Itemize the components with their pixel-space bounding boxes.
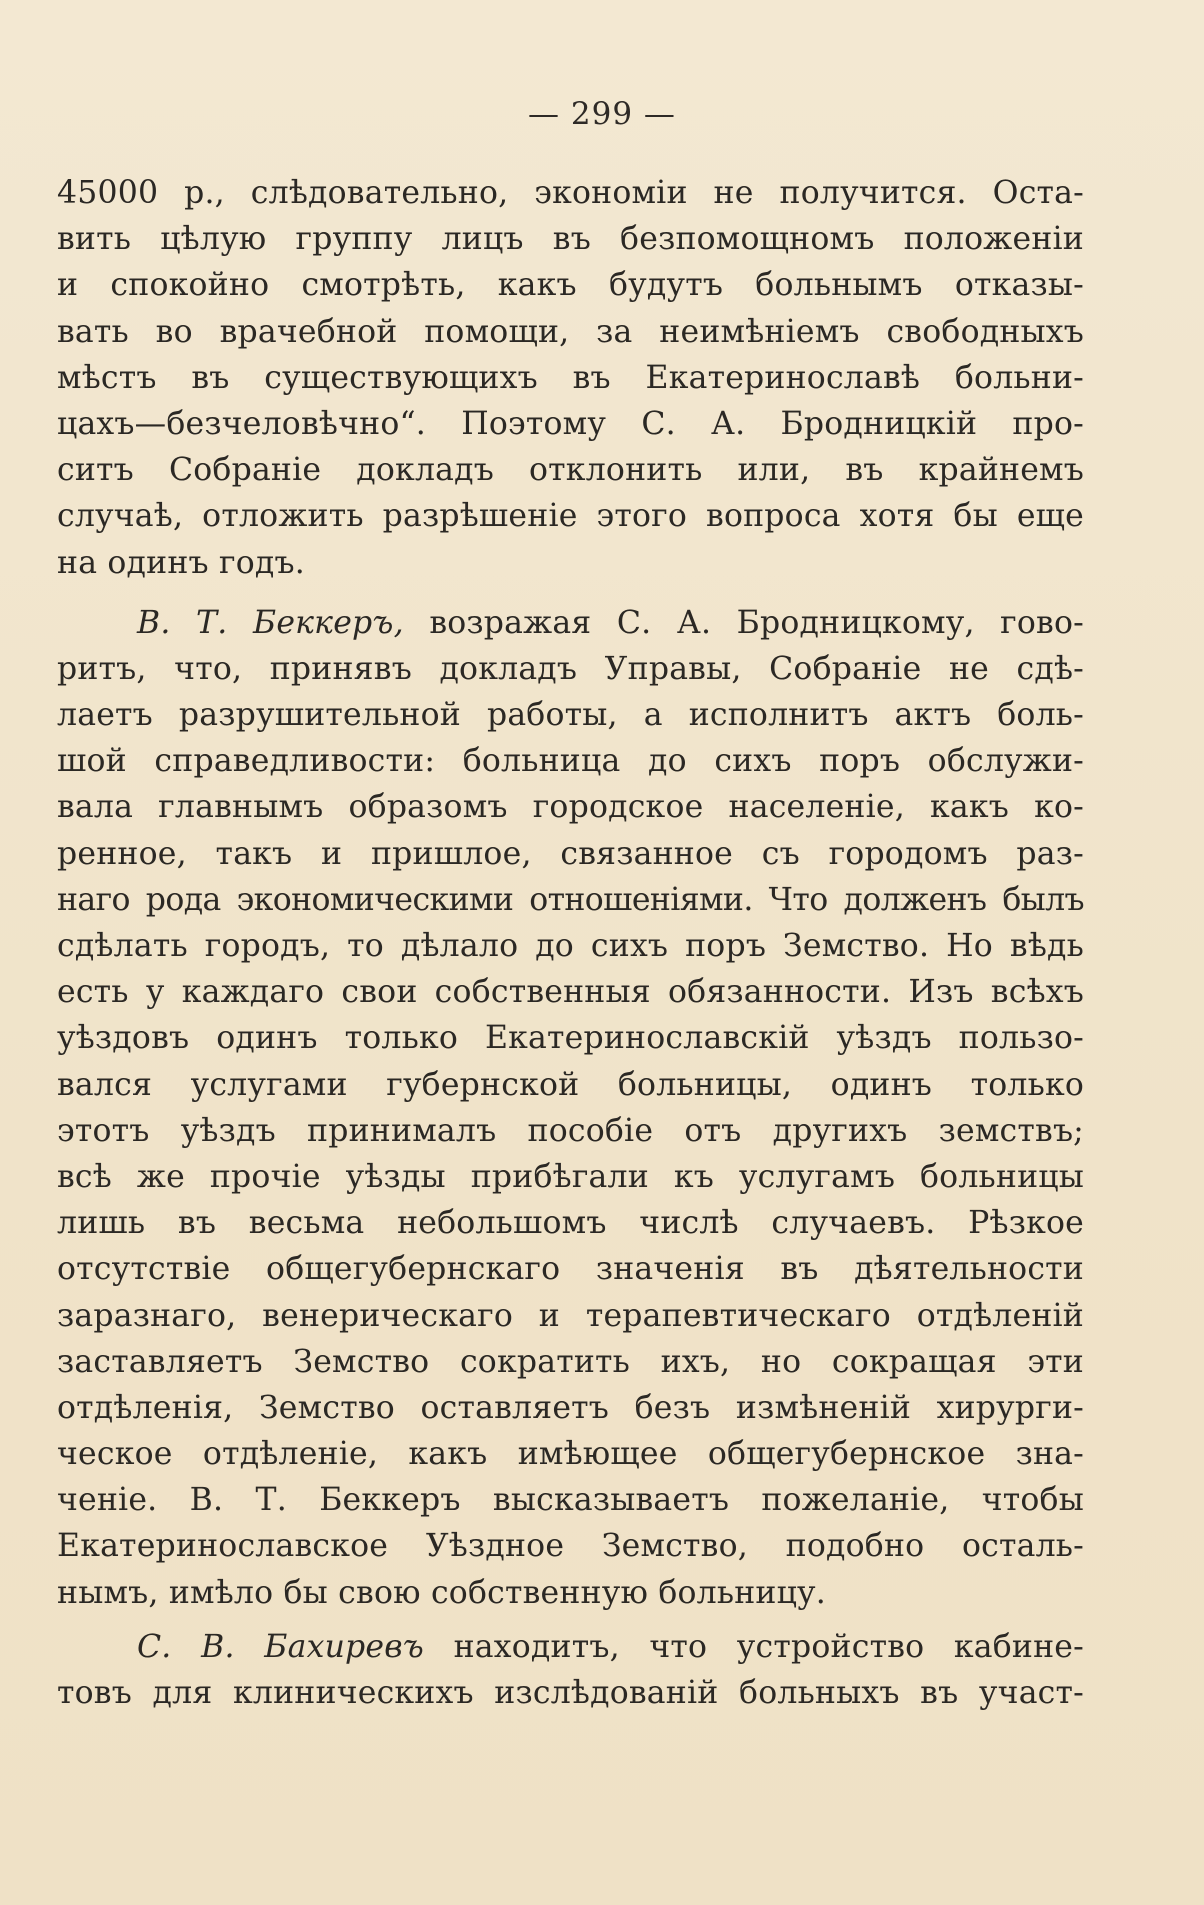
text-line: сдѣлать городъ, то дѣлало до сихъ поръ Земство. Но вѣдь [57, 928, 1084, 964]
text-line: вать во врачебной помощи, за неимѣніемъ свободныхъ [57, 313, 1084, 350]
text-line: лишь въ весьма небольшомъ числѣ случаевъ. Рѣзкое [57, 1205, 1084, 1242]
text-line: ческое отдѣленіе, какъ имѣющее общегубернское зна- [57, 1436, 1084, 1473]
text-line: ситъ Собраніе докладъ отклонить или, въ крайнемъ [57, 452, 1084, 489]
text-line: на одинъ годъ. [57, 544, 305, 581]
text-line: ченіе. В. Т. Беккеръ высказываетъ пожеланіе, чтобы [57, 1482, 1084, 1519]
text-line: случаѣ, отложить разрѣшеніе этого вопроса хотя бы еще [57, 498, 1084, 535]
text-line: заразнаго, венерическаго и терапевтическаго отдѣленій [57, 1297, 1084, 1334]
text-run: возражая С. А. Бродницкому, гово- [403, 604, 1084, 641]
text-line: и спокойно смотрѣть, какъ будутъ больнымъ отказы- [57, 267, 1084, 304]
page-number: — 299 — [528, 96, 676, 132]
text-line: шой справедливости: больница до сихъ поръ обслужи- [57, 743, 1084, 780]
speaker-name: В. Т. Беккеръ, [137, 604, 404, 641]
text-line: вала главнымъ образомъ городское населеніе, какъ ко- [57, 789, 1084, 826]
text-line: цахъ—безчеловѣчно“. Поэтому С. А. Бродницкій про- [57, 405, 1084, 442]
text-line: отдѣленія, Земство оставляетъ безъ измѣненій хирурги- [57, 1389, 1084, 1426]
text-line: заставляетъ Земство сократить ихъ, но сокращая эти [57, 1343, 1084, 1380]
text-line: ритъ, что, принявъ докладъ Управы, Собраніе не сдѣ- [57, 650, 1084, 687]
text-line: всѣ же прочіе уѣзды прибѣгали къ услугамъ больницы [57, 1158, 1084, 1195]
text-line: уѣздовъ одинъ только Екатеринославскій уѣздъ пользо- [57, 1020, 1084, 1057]
text-line: нымъ, имѣло бы свою собственную больницу. [57, 1574, 826, 1611]
speaker-name: С. В. Бахиревъ [137, 1628, 424, 1665]
text-line: наго рода экономическими отношеніями. Что долженъ былъ [57, 881, 1084, 918]
text-line: товъ для клиническихъ изслѣдованій больныхъ въ участ- [57, 1675, 1084, 1711]
text-line: лаетъ разрушительной работы, а исполнитъ актъ боль- [57, 697, 1084, 734]
body-text [57, 170, 1084, 1716]
text-line: этотъ уѣздъ принималъ пособіе отъ другихъ земствъ; [57, 1112, 1084, 1149]
text-line: есть у каждаго свои собственныя обязанности. Изъ всѣхъ [57, 974, 1084, 1011]
text-line: мѣстъ въ существующихъ въ Екатеринославѣ больни- [57, 359, 1084, 396]
text-line: 45000 р., слѣдовательно, экономіи не получится. Оста- [57, 175, 1084, 211]
text-line: Екатеринославское Уѣздное Земство, подобно осталь- [57, 1528, 1084, 1565]
text-line: вить цѣлую группу лицъ въ безпомощномъ положеніи [57, 221, 1084, 258]
text-line: вался услугами губернской больницы, одинъ только [57, 1066, 1084, 1103]
text-line: отсутствіе общегубернскаго значенія въ дѣятельности [57, 1251, 1084, 1288]
paragraph-first-line [57, 600, 1084, 646]
paragraph-first-line [57, 1624, 1084, 1670]
text-line: ренное, такъ и пришлое, связанное съ городомъ раз- [57, 835, 1084, 872]
text-run: находитъ, что устройство кабине- [424, 1628, 1084, 1665]
